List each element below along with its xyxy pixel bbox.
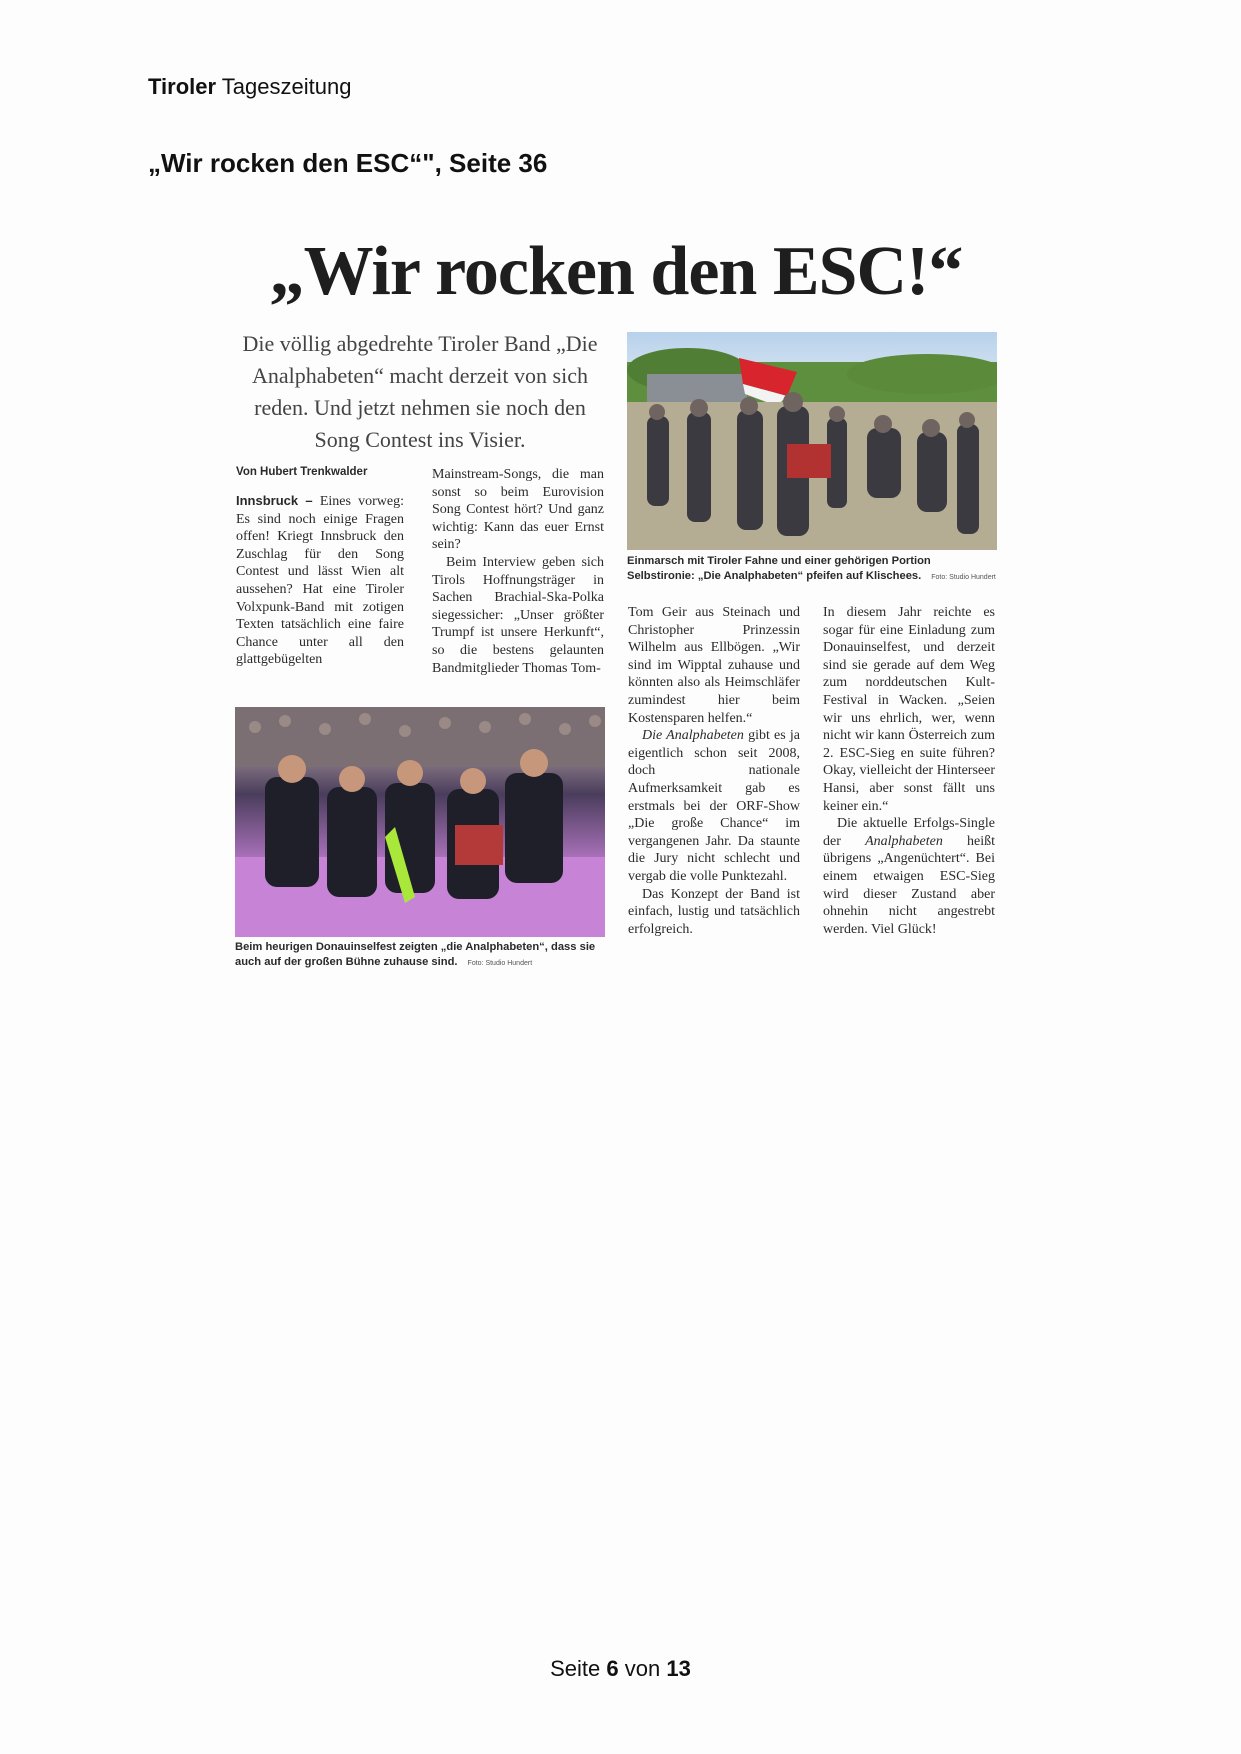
- byline: Von Hubert Trenkwalder: [236, 466, 368, 478]
- page-label: Seite: [550, 1656, 601, 1681]
- column-1-text: Eines vorweg: Es sind noch einige Fragen offen! Kriegt Innsbruck den Zuschlag für den Song Contest und lässt Wien alt aussehen? Hat eine Tiroler Volxpunk-Band mit zotigen Texten tatsächlich eine faire Chance unter all den glattgebügelten: [236, 494, 405, 668]
- photo2-credit: Foto: Studio Hundert: [467, 960, 533, 967]
- publication-name-bold: Tiroler: [148, 74, 217, 99]
- photo1-caption: [627, 554, 999, 585]
- article-reference: „Wir rocken den ESC“", Seite 36: [148, 148, 548, 178]
- column-4-paragraph-2-text-a: Die aktuelle Erfolgs-Single der: [823, 816, 995, 849]
- column-4: [823, 604, 995, 938]
- photo-band-on-stage: [235, 707, 605, 937]
- lead-text: Die völlig abgedrehte Tiroler Band „Die Analphabeten“ macht derzeit von sich reden. Und jetzt nehmen sie noch den Song Contest ins Visier.: [242, 331, 598, 452]
- publication-name-rest: Tageszeitung: [221, 74, 352, 99]
- column-3-paragraph-2-text: gibt es ja eigentlich schon seit 2008, doch nationale Aufmerksamkeit gab es erstmals bei der ORF-Show „Die große Chance“ im vergangenen Jahr. Da staunte die Jury nicht schlecht und vergab die volle Punktezahl.: [628, 728, 800, 884]
- column-4-paragraph-2: [823, 815, 995, 938]
- photo2-caption-text: Beim heurigen Donauinselfest zeigten „die Analphabeten“, dass sie auch auf der großen Bühne zuhause sind.: [235, 941, 596, 968]
- photo1-credit: Foto: Studio Hundert: [931, 574, 996, 581]
- dateline: Innsbruck –: [236, 493, 313, 508]
- column-3-paragraph-2: [628, 727, 800, 885]
- band-name-italic-2: Analphabeten: [865, 833, 943, 849]
- column-4-paragraph-1: In diesem Jahr reichte es sogar für eine Einladung zum Donauinselfest, und derzeit sind sie gerade auf dem Weg zum norddeutschen Kult-Festival in Wacken. „Seien wir uns ehrlich, wer, wenn nicht wir kann Österreich zum 2. ESC-Sieg en suite führen? Okay, vielleicht der Hinterseer Hansi, aber sonst fällt uns keiner ein.“: [823, 605, 995, 814]
- page-current: 6: [606, 1656, 619, 1681]
- column-3: [628, 604, 800, 938]
- column-2: [432, 466, 604, 677]
- photo-band-with-flag-illustration: [627, 332, 997, 550]
- column-1: [236, 492, 404, 669]
- band-name-italic: Die Analphabeten: [642, 728, 744, 744]
- page-of: von: [624, 1656, 661, 1681]
- column-3-paragraph-3: Das Konzept der Band ist einfach, lustig und tatsächlich erfolgreich.: [628, 886, 800, 937]
- photo-band-with-flag: [627, 332, 997, 550]
- column-4-paragraph-2-text-b: heißt übrigens „Angenüchtert“. Bei einem etwaigen ESC-Sieg wird dieser Zustand aber ohnehin nicht angestrebt werden. Viel Glück!: [823, 833, 995, 937]
- photo-band-on-stage-illustration: [235, 707, 605, 937]
- page-number: [0, 1656, 1241, 1682]
- photo1-caption-text: Einmarsch mit Tiroler Fahne und einer gehörigen Portion Selbstironie: „Die Analphabeten“ pfeifen auf Klischees.: [627, 555, 931, 582]
- column-3-paragraph-1: Tom Geir aus Steinach und Christopher Prinzessin Wilhelm aus Ellbögen. „Wir sind im Wipptal zuhause und könnten also als Heimschläfer zumindest hier beim Kostensparen helfen.“: [628, 605, 800, 726]
- newspaper-clipping: [230, 232, 1002, 977]
- photo2-caption: [235, 940, 607, 971]
- publication-name: [148, 74, 351, 100]
- column-2-paragraph-1: Mainstream-Songs, die man sonst so beim Eurovision Song Contest hört? Und ganz wichtig: Kann das euer Ernst sein?: [432, 467, 604, 553]
- headline: „Wir rocken den ESC!“: [269, 233, 963, 310]
- page-total: 13: [666, 1656, 691, 1681]
- column-2-paragraph-2: Beim Interview geben sich Tirols Hoffnungsträger in Sachen Brachial-Ska-Polka siegessicher: „Unser größter Trumpf ist unsere Herkunft“, so die bestens gelaunten Bandmitglieder Thomas Tom-: [432, 554, 604, 676]
